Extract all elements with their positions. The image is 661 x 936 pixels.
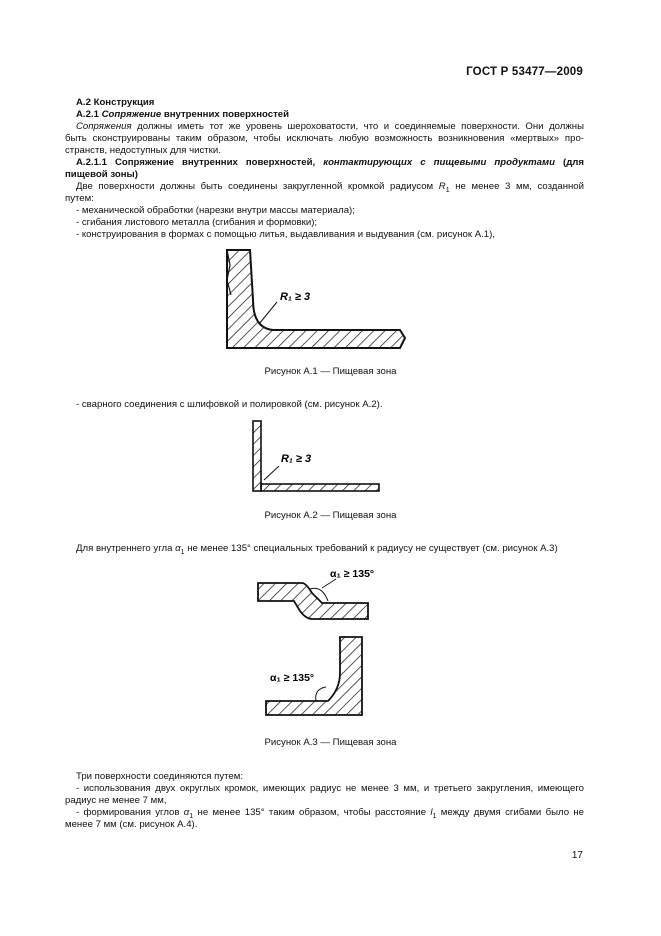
para3-sub: 1 (180, 548, 185, 556)
a211-part-b: контактирующих с пищевыми продуктами (323, 157, 555, 168)
para4-item2-part-b: не менее 135° таким образом, чтобы расстояние (197, 807, 427, 818)
section-a211-title-line2: пищевой зоны) (65, 169, 138, 180)
a21-title-rest: внутренних поверхностей (163, 109, 289, 120)
para4-item2-alpha: α (183, 807, 190, 818)
fig2-horizontal-plate (261, 484, 379, 491)
a211-part-c: (для (563, 157, 584, 168)
para1-line3: странств, недоступных для чистки. (65, 145, 221, 156)
fig2-radius-label: R₁ ≥ 3 (281, 453, 312, 465)
para4-item2-l: l (430, 807, 433, 818)
figure-a1 (215, 240, 415, 360)
list1-item-1: - механической обработки (нарезки внутри массы материала); (76, 205, 355, 216)
para2-line2: путем: (65, 193, 94, 204)
fig1-radius-label: R₁ ≥ 3 (280, 291, 311, 303)
para3-part-b: не менее 135° специальных требований к радиусу не существует (см. рисунок А.3) (187, 543, 558, 554)
para4-item2-line2: менее 7 мм (см. рисунок А.4). (65, 819, 198, 830)
list2-item: - сварного соединения с шлифовкой и полировкой (см. рисунок А.2). (76, 399, 383, 410)
para1-line1-rest: должны иметь тот же уровень шероховатости, что и соединяемые поверхности. Они должны (137, 121, 584, 132)
page-number: 17 (571, 850, 583, 861)
para4-item2-lsub: 1 (432, 812, 437, 820)
para2-sub: 1 (445, 186, 450, 194)
para1-line2: быть сконструированы таким образом, чтобы исключать любую возможность возникновения «мертвых» про- (65, 133, 584, 144)
fig3-top-angle-label: α₁ ≥ 135° (330, 568, 375, 580)
para4-item1-line2: радиус не менее 7 мм, (65, 795, 167, 806)
a211-part-a: А.2.1.1 Сопряжение внутренних поверхностей, (76, 157, 316, 168)
fig3-bottom-angle-arc (316, 687, 326, 701)
fig3-bottom-angle-label: α₁ ≥ 135° (270, 672, 315, 684)
a21-number: А.2.1 (76, 109, 99, 120)
para4-item2-part-c: между двумя сгибами было не (440, 807, 585, 818)
fig1-leader-line (259, 302, 277, 324)
document-header: ГОСТ Р 53477—2009 (466, 66, 583, 78)
para1-italic: Сопряжения (76, 121, 132, 132)
para2-part-b: не менее 3 мм, созданной (455, 181, 584, 192)
para3-alpha: α (175, 543, 181, 554)
figure-a1-caption: Рисунок А.1 — Пищевая зона (264, 366, 397, 377)
para2-part-a: Две поверхности должны быть соединены закругленной кромкой радиусом (76, 181, 434, 192)
list1-item-3: - конструирования в формах с помощью литья, выдавливания и выдувания (см. рисунок А.1), (76, 229, 495, 240)
para1-line1 (76, 121, 584, 133)
figure-a2-caption: Рисунок А.2 — Пищевая зона (264, 510, 397, 521)
section-a2-title: А.2 Конструкция (76, 97, 155, 108)
fig1-profile-shape (227, 250, 405, 348)
figure-a3-caption: Рисунок А.3 — Пищевая зона (264, 737, 397, 748)
fig2-vertical-plate (253, 421, 261, 491)
para4-intro: Три поверхности соединяются путем: (76, 771, 244, 782)
para4-item1-line1: - использования двух округлых кромок, имеющих радиус не менее 3 мм, и третьего закругления, имеющего (76, 783, 584, 794)
para4-item2-part-a: - формирования углов (76, 807, 180, 818)
a21-title-italic: Сопряжение (101, 109, 162, 120)
para2-var: R (438, 181, 446, 192)
section-a211-title (76, 157, 584, 169)
figure-a3-bottom (258, 633, 378, 723)
figure-a3-top (250, 563, 380, 625)
section-a21-title (76, 109, 584, 121)
fig2-leader-line (264, 466, 279, 480)
para3-part-a: Для внутреннего угла (76, 543, 173, 554)
figure-a2 (245, 418, 385, 498)
para3 (76, 543, 584, 559)
list1-item-2: - сгибания листового металла (сгибания и формовки); (76, 217, 318, 228)
para4-item2-sub: 1 (189, 812, 194, 820)
